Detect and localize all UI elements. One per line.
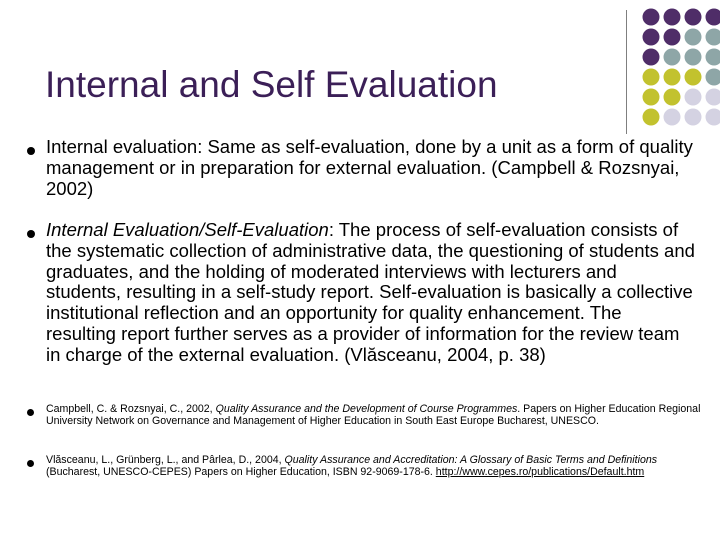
bullet-dot-icon <box>27 460 34 467</box>
decorative-dot <box>706 49 720 66</box>
decorative-dot <box>706 69 720 86</box>
reference-title: Quality Assurance and Accreditation: A Glossary of Basic Terms and Definitions <box>284 454 658 466</box>
reference-details: (Bucharest, UNESCO-CEPES) Papers on Higher Education, ISBN 92-9069-178-6. <box>46 465 436 478</box>
decorative-dot <box>685 29 702 46</box>
reference-title: Quality Assurance and the Development of Course Programmes <box>215 403 518 415</box>
decorative-dot <box>643 49 660 66</box>
reference-details: . Papers on Higher Education Regional University Network on Governance and Management of Higher Education in South East Europe Bucharest, UNESCO. <box>46 403 701 427</box>
reference-authors: Campbell, C. & Rozsnyai, C., 2002, <box>46 403 216 415</box>
decorative-dot <box>685 69 702 86</box>
slide-title: Internal and Self Evaluation <box>45 64 498 105</box>
decorative-dot <box>706 109 720 126</box>
bullet-text <box>46 137 696 199</box>
bullet-body: : The process of self-evaluation consists of the systematic collection of administrative data, the questioning of students and graduates, and the holding of moderated interviews with lecturers and students, resulting in a self-study report. Self-evaluation is basically a collective institutional reflection and an opportunity for quality enhancement. The resulting report further serves as a provider of information for the review team in charge of the external evaluation. (Vlăsceanu, 2004, p. 38) <box>46 219 695 365</box>
decorative-dot <box>643 29 660 46</box>
decorative-dot <box>643 89 660 106</box>
reference-authors: Vlăsceanu, L., Grünberg, L., and Pârlea, D., 2004, <box>46 454 285 466</box>
decorative-dot <box>664 69 681 86</box>
decorative-dot <box>664 89 681 106</box>
title-divider-line <box>626 10 627 134</box>
decorative-dot <box>664 9 681 26</box>
decorative-dot <box>664 29 681 46</box>
decorative-dot <box>706 89 720 106</box>
reference-text <box>46 404 701 427</box>
decorative-dot <box>643 9 660 26</box>
decorative-dot <box>685 109 702 126</box>
decorative-dot <box>643 109 660 126</box>
decorative-dot <box>685 89 702 106</box>
decorative-dot <box>664 109 681 126</box>
bullet-term: Internal Evaluation/Self-Evaluation <box>46 219 329 240</box>
bullet-dot-icon <box>27 409 34 416</box>
bullet-dot-icon <box>27 147 35 155</box>
decorative-dot <box>706 9 720 26</box>
decorative-dot <box>664 49 681 66</box>
bullet-text <box>46 220 696 366</box>
bullet-body: Internal evaluation: Same as self-evaluation, done by a unit as a form of quality management or in preparation for external evaluation. (Campbell & Rozsnyai, 2002) <box>46 136 693 199</box>
decorative-dot <box>706 29 720 46</box>
bullet-dot-icon <box>27 230 35 238</box>
decorative-dot <box>685 49 702 66</box>
reference-link[interactable]: http://www.cepes.ro/publications/Default.htm <box>435 465 645 478</box>
reference-text <box>46 455 701 478</box>
decorative-dot <box>685 9 702 26</box>
decorative-dot <box>643 69 660 86</box>
